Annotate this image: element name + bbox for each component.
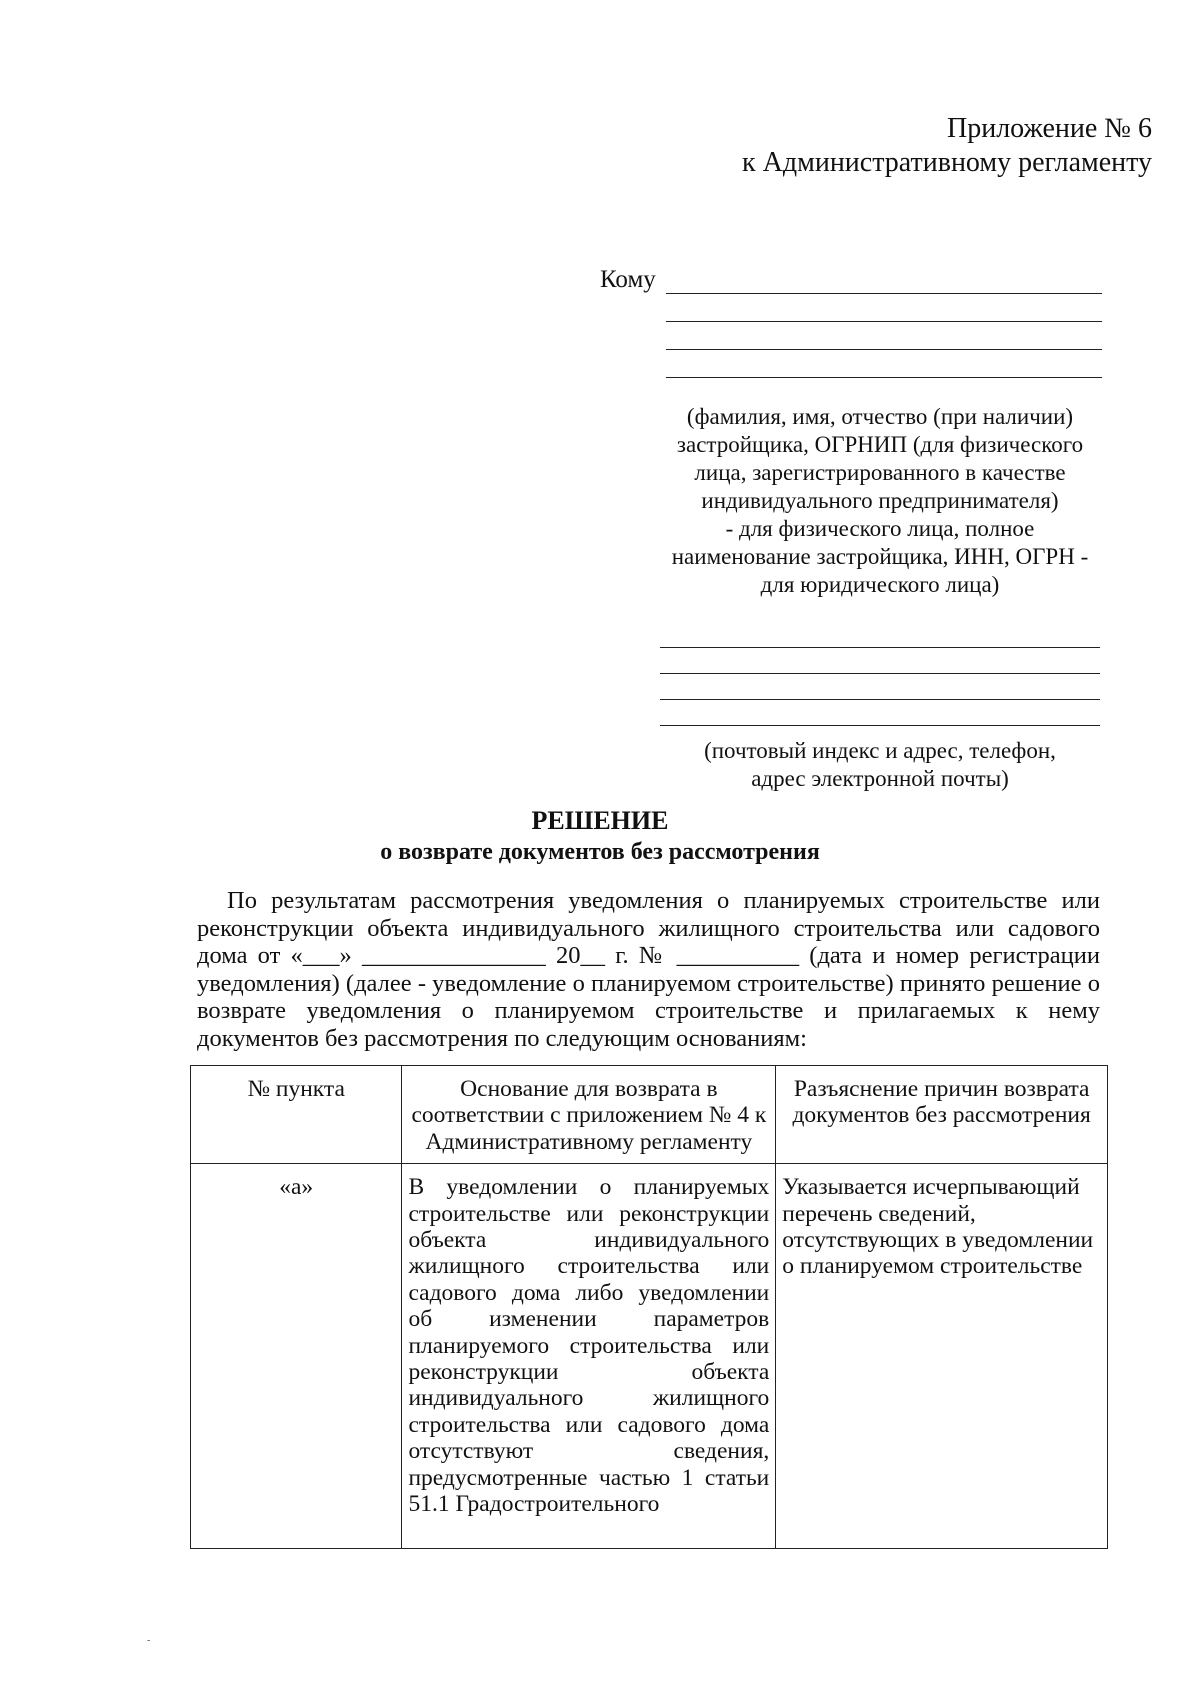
decision-paragraph: По результатам рассмотрения уведомления о планируемых строительстве или реконструкции объекта индивидуального жилищного строительства или садового дома от «___» _______________ 20__ г. № __________ (дата и номер регистрации уведомления) (далее - уведомление о планируемом строительстве) принято решение о возврате уведомления о планируемом строительстве и прилагаемых к нему документов без рассмотрения по следующим основаниям: bbox=[197, 887, 1100, 1052]
recipient-line-3 bbox=[666, 349, 1102, 350]
recipient-name-hint: (фамилия, имя, отчество (при наличии) застройщика, ОГРНИП (для физического лица, зарегистрированного в качестве индивидуального предпринимателя) - для физического лица, полное наименование застройщика, ИНН, ОГРН - для юридического лица) bbox=[671, 404, 1089, 597]
recipient-address-hint: (почтовый индекс и адрес, телефон, адрес электронной почты) bbox=[704, 738, 1056, 791]
address-line-3 bbox=[660, 699, 1100, 700]
reasons-table bbox=[190, 1065, 1108, 1549]
decision-body bbox=[197, 887, 1100, 1053]
address-line-2 bbox=[660, 673, 1100, 674]
appendix-number: Приложение № 6 bbox=[947, 113, 1152, 144]
recipient-line-2 bbox=[666, 321, 1102, 322]
appendix-reference: к Административному регламенту bbox=[742, 147, 1152, 178]
header-item-number: № пункта bbox=[191, 1066, 402, 1164]
decision-subtitle: о возврате документов без рассмотрения bbox=[380, 839, 820, 865]
row-item-number: «а» bbox=[191, 1164, 402, 1549]
header-explanation: Разъяснение причин возврата документов без рассмотрения bbox=[776, 1066, 1108, 1164]
address-line-1 bbox=[660, 647, 1100, 648]
recipient-line-4 bbox=[666, 377, 1102, 378]
table-header-row bbox=[191, 1066, 1108, 1164]
header-basis: Основание для возврата в соответствии с приложением № 4 к Административному регламенту bbox=[402, 1066, 776, 1164]
appendix-header bbox=[742, 112, 1152, 180]
row-explanation: Указывается исчерпывающий перечень сведений, отсутствующих в уведомлении о планируемом строительстве bbox=[776, 1164, 1108, 1549]
row-basis: В уведомлении о планируемых строительстве или реконструкции объекта индивидуального жилищного строительства или садового дома либо уведомлении об изменении параметров планируемого строительства или реконструкции объекта индивидуального жилищного строительства или садового дома отсутствуют сведения, предусмотренные частью 1 статьи 51.1 Градостроительного bbox=[402, 1164, 776, 1549]
scan-mark: - bbox=[147, 1635, 151, 1646]
table-row bbox=[191, 1164, 1108, 1549]
decision-title: РЕШЕНИЕ bbox=[531, 806, 669, 835]
address-line-4 bbox=[660, 725, 1100, 726]
recipient-label: Кому bbox=[600, 266, 656, 293]
recipient-line-1 bbox=[666, 293, 1102, 294]
